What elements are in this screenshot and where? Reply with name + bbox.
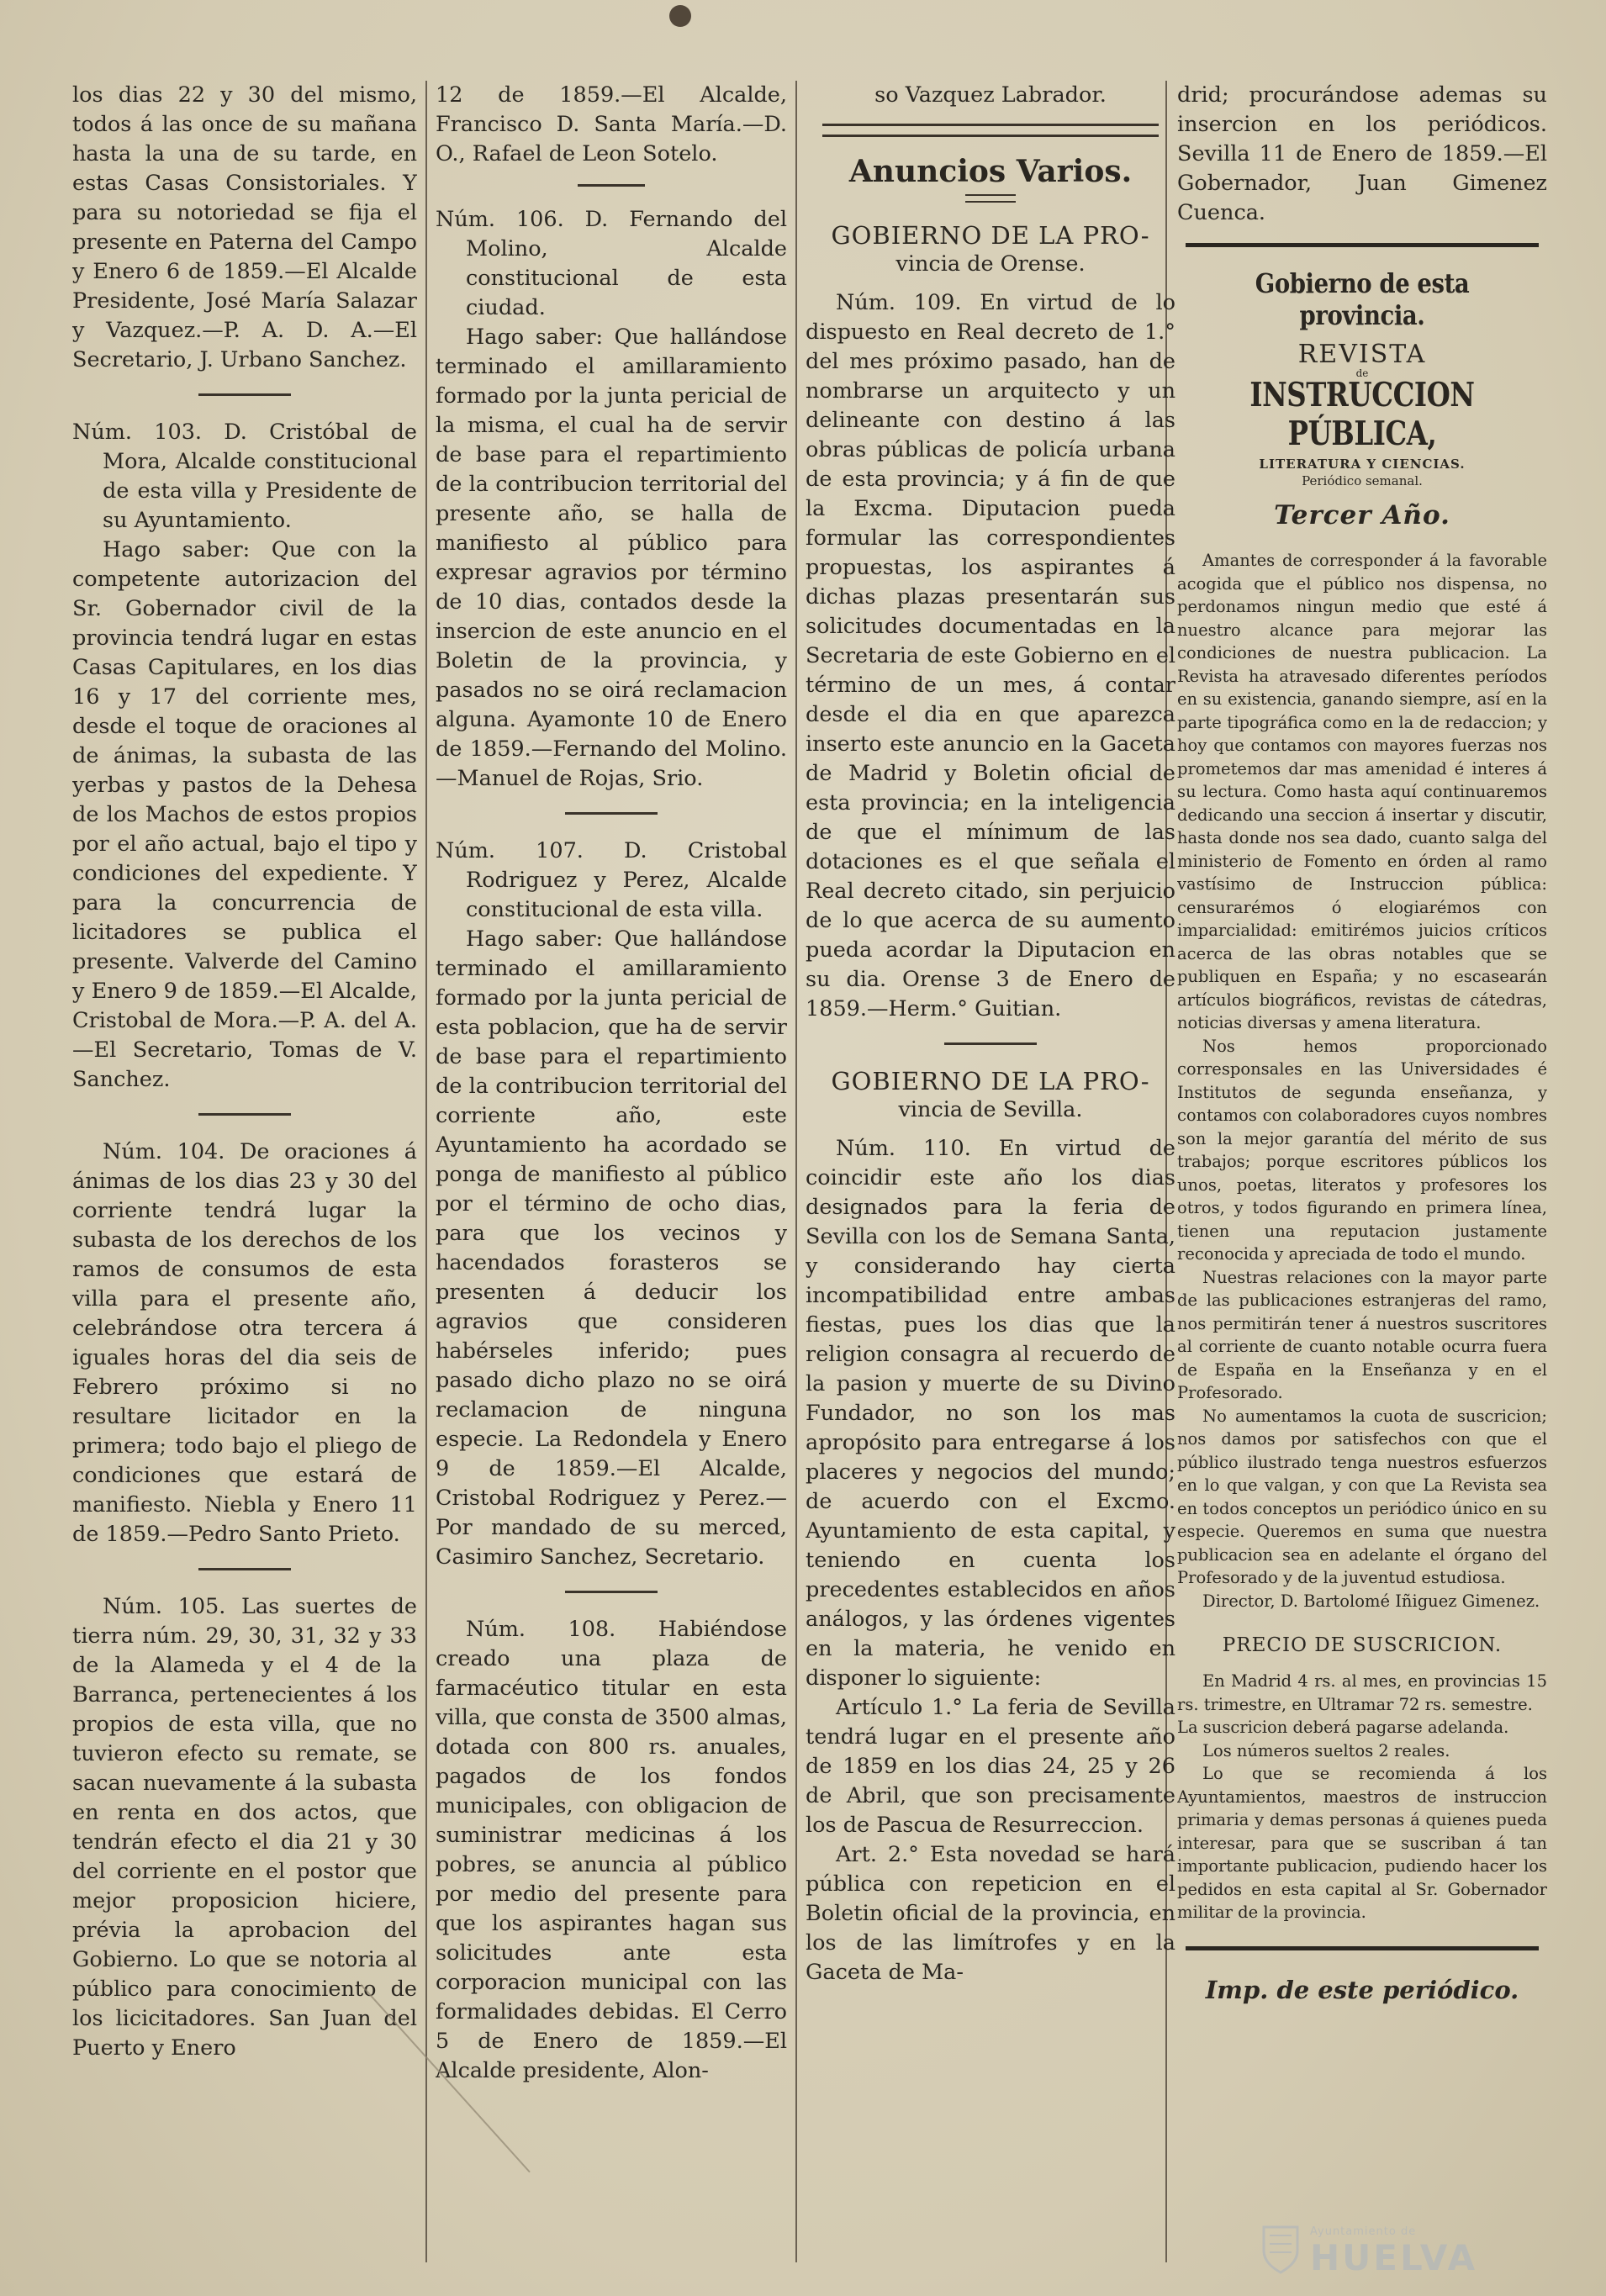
precio-line: En Madrid 4 rs. al mes, en provincias 15 rs. trimestre, en Ultramar 72 rs. semestre.: [1177, 1671, 1547, 1714]
notice-109: Núm. 109. En virtud de lo dispuesto en Real decreto de 1.° del mes próximo pasado, han de nombrarse un arquitecto y un delineante con destino á las obras públicas de policía urbana de esta provincia; y á fin de que la Excma. Diputacion pueda formular las correspondientes propuestas, los aspirantes á dichas plazas presentarán sus solicitudes documentadas en la Secretaria de este Gobierno en el término de un mes, á contar desde el dia en que aparezca inserto este anuncio en la Gaceta de Madrid y Boletin oficial de esta provincia; en la inteligencia de que el mínimum de las dotaciones es el que señala el Real decreto citado, sin perjuicio de lo que acerca de su aumento pueda acordar la Diputacion en su dia. Orense 3 de Enero de 1859.—Herm.° Guitian.: [806, 290, 1175, 1021]
column-rule: [795, 81, 797, 2262]
separator: [565, 1591, 658, 1593]
article-1: Artículo 1.° La feria de Sevilla tendrá lugar en el presente año de 1859 en los dias 24, 25 y 26 de Abril, que son precisamente los de Pascua de Resurreccion.: [806, 1695, 1175, 1838]
archive-watermark: [1261, 2220, 1539, 2279]
notice-102-end: los dias 22 y 30 del mismo, todos á las once de su mañana hasta la una de su tarde, en estas Casas Consistoriales. Y para su notoriedad se fija el presente en Paterna del Campo y Enero 6 de 1859.—El Alcalde Presidente, José María Salazar y Vazquez.—P. A. D. A.—El Secretario, J. Urbano Sanchez.: [72, 82, 417, 372]
notice-103-body: Hago saber: Que con la competente autorizacion del Sr. Gobernador civil de la provincia tendrá lugar en estas Casas Capitulares, en los dias 16 y 17 del corriente mes, desde el toque de oraciones al de ánimas, la subasta de las yerbas y pastos de la Dehesa de los Machos de estos propios por el año actual, bajo el tipo y condiciones del expediente. Y para la concurrencia de licitadores se publica el presente. Valverde del Camino y Enero 9 de 1859.—El Alcalde, Cristobal de Mora.—P. A. del A.—El Secretario, Tomas de V. Sanchez.: [72, 537, 417, 1092]
notice-105: Núm. 105. Las suertes de tierra núm. 29, 30, 31, 32 y 33 de la Alameda y el 4 de la Barranca, pertenecientes á los propios de esta villa, que no tuvieron efecto su remate, se sacan nuevamente á la subasta en renta en dos actos, que tendrán efecto el dia 21 y 30 del corriente en el postor que mejor proposicion hiciere, prévia la aprobacion del Gobierno. Lo que se notoria al público para conocimiento de los licicitadores. San Juan del Puerto y Enero: [72, 1594, 417, 2061]
article-2-end: drid; procurándose ademas su insercion en los periódicos. Sevilla 11 de Enero de 1859.—El Gobernador, Juan Gimenez Cuenca.: [1177, 82, 1547, 225]
gov-orense-title: GOBIERNO DE LA PRO-: [831, 221, 1150, 250]
gov-province-title: Gobierno de esta provincia.: [1255, 267, 1470, 331]
precio-line: Los números sueltos 2 reales.: [1202, 1740, 1450, 1760]
section-title: Anuncios Varios.: [848, 154, 1133, 189]
gov-sevilla-title: GOBIERNO DE LA PRO-: [831, 1067, 1150, 1095]
title-ornament: [965, 194, 1016, 203]
notice-108: Núm. 108. Habiéndose creado una plaza de farmacéutico titular en esta villa, que consta de 3500 almas, dotada con 800 rs. anuales, pagados de los fondos municipales, con obligacion de suministrar medicinas á los pobres, se anuncia al público por medio del presente para que los aspirantes hagan sus solicitudes ante esta corporacion municipal con las formalidades debidas. El Cerro 5 de Enero de 1859.—El Alcalde presidente, Alon-: [436, 1617, 787, 2083]
ink-blot: [669, 5, 691, 27]
revista-paragraph: No aumentamos la cuota de suscricion; nos damos por satisfechos con que el público ilustrado tenga nuestros esfuerzos en lo que valgan, y con que La Revista sea en todos conceptos un periódico único en su especie. Queremos en suma que nuestra publicacion sea en adelante el órgano del Profesorado y de la juventud estudiosa.: [1177, 1406, 1547, 1587]
revista-de: de: [1355, 367, 1369, 379]
notice-107-body: Hago saber: Que hallándose terminado el amillaramiento formado por la junta pericial de esta poblacion, que ha de servir de base para el repartimiento de la contribucion territorial del corriente año, este Ayuntamiento ha acordado se ponga de manifiesto al público por el término de ocho dias, para que los vecinos y hacendados forasteros se presenten á deducir los agravios que consideren habérseles inferido; pues pasado dicho plazo no se oirá reclamacion de ninguna especie. La Redondela y Enero 9 de 1859.—El Alcalde, Cristobal Rodriguez y Perez.—Por mandado de su merced, Casimiro Sanchez, Secretario.: [436, 926, 787, 1570]
separator: [578, 184, 645, 187]
separator: [198, 1568, 291, 1570]
watermark-line-2: HUELVA: [1310, 2237, 1478, 2278]
revista-body: [1177, 549, 1547, 1924]
double-rule: [822, 124, 1159, 137]
column-1: [72, 81, 417, 2262]
precio-title: PRECIO DE SUSCRICION.: [1222, 1634, 1503, 1656]
revista-paragraph: Nuestras relaciones con la mayor parte de las publicaciones estranjeras del ramo, nos permitirán tener á nuestros suscritores al corriente de cuanto notable ocurra fuera de España en la Enseñanza y en el Profesorado.: [1177, 1267, 1547, 1402]
thick-rule: [1186, 1946, 1539, 1950]
gov-orense-subtitle: vincia de Orense.: [895, 251, 1086, 277]
article-2: Art. 2.° Esta novedad se hará pública con repeticion en el Boletin oficial de la provincia, en los de las limítrofes y en la Gaceta de Ma-: [806, 1842, 1175, 1985]
notice-110: Núm. 110. En virtud de coincidir este año los dias designados para la feria de Sevilla con los de Semana Santa, y considerando hay cierta incompatibilidad entre ambas fiestas, pues los dias que la religion consagra al recuerdo de la pasion y muerte de su Divino Fundador, no son los mas apropósito para entregarse á los placeres y negocios del mundo; de acuerdo con el Excmo. Ayuntamiento de esta capital, y teniendo en cuenta los precedentes establecidos en años análogos, y las órdenes vigentes en la materia, he venido en disponer lo siguiente:: [806, 1136, 1175, 1691]
thick-rule: [1186, 243, 1539, 247]
revista-paragraph: Nos hemos proporcionado corresponsales en las Universidades é Institutos de segunda enseñanza, y contamos con colaboradores cuyos nombres son la mejor garantía del mérito de sus trabajos; porque escritores públicos los unos, poetas, literatos y profesores los otros, y todos figurando en primera línea, tienen una reputacion justamente reconocida y apreciada de todo el mundo.: [1177, 1036, 1547, 1264]
shield-icon: [1261, 2224, 1300, 2274]
separator: [198, 393, 291, 396]
revista-subtitle: LITERATURA Y CIENCIAS.: [1259, 457, 1466, 472]
notice-104: Núm. 104. De oraciones á ánimas de los dias 23 y 30 del corriente tendrá lugar la subasta de los derechos de los ramos de consumos de esta villa para el presente año, celebrándose otra tercera á iguales horas del dia seis de Febrero próximo si no resultare licitador en la primera; todo bajo el pliego de condiciones que estará de manifiesto. Niebla y Enero 11 de 1859.—Pedro Santo Prieto.: [72, 1139, 417, 1547]
gov-sevilla-subtitle: vincia de Sevilla.: [898, 1097, 1083, 1122]
separator: [198, 1113, 291, 1116]
revista-director: Director, D. Bartolomé Iñiguez Gimenez.: [1202, 1591, 1540, 1611]
column-2: [436, 81, 787, 2262]
column-rule: [425, 81, 427, 2262]
revista-year: Tercer Año.: [1274, 500, 1450, 530]
revista-paragraph: Amantes de corresponder á la favorable acogida que el público nos dispensa, no perdonamos ningun medio que esté á nuestro alcance para mejorar las condiciones de nuestra publicacion. La Revista ha atravesado diferentes períodos en su existencia, ganando siempre, así en la parte tipográfica como en la de redaccion; y hoy que contamos con mayores fuerzas nos prometemos dar mas amenidad é interes á su lectura. Como hasta aquí continuaremos dedicando una seccion á insertar y discutir, hasta donde nos sea dado, cuanto salga del ministerio de Fomento en órden al ramo vastísimo de Instruccion pública: censurarémos ó elogiarémos con imparcialidad: emitirémos juicios críticos acerca de las obras notables que se publiquen en España; y no escasearán artículos biográficos, revistas de cátedras, noticias diversas y amena literatura.: [1177, 551, 1547, 1032]
notice-107-head: Núm. 107. D. Cristobal Rodriguez y Perez, Alcalde constitucional de esta villa.: [436, 838, 787, 922]
notice-105-end: 12 de 1859.—El Alcalde, Francisco D. Santa María.—D. O., Rafael de Leon Sotelo.: [436, 82, 787, 166]
notice-108-end: so Vazquez Labrador.: [874, 82, 1107, 108]
notice-106-head: Núm. 106. D. Fernando del Molino, Alcalde constitucional de esta ciudad.: [436, 207, 787, 320]
column-4: [1177, 81, 1547, 2262]
notice-106-body: Hago saber: Que hallándose terminado el amillaramiento formado por la junta pericial de la misma, el cual ha de servir de base para el repartimiento de la contribucion territorial del presente año, se halla de manifiesto al público para expresar agravios por término de 10 dias, contados desde la insercion de este anuncio en el Boletin de la provincia, y pasados no se oirá reclamacion alguna. Ayamonte 10 de Enero de 1859.—Fernando del Molino.—Manuel de Rojas, Srio.: [436, 325, 787, 791]
watermark-line-1: Ayuntamiento de: [1310, 2225, 1417, 2238]
imprint: Imp. de este periódico.: [1205, 1975, 1519, 2004]
revista-periodicity: Periódico semanal.: [1302, 473, 1423, 488]
precio-line: Lo que se recomienda á los Ayuntamientos, maestros de instruccion primaria y demas personas á quienes pueda interesar, para que se suscriban á tan importante publicacion, pudiendo hacer los pedidos en esta capital al Sr. Gobernador militar de la provincia.: [1177, 1764, 1547, 1922]
separator: [944, 1042, 1037, 1045]
revista-title: REVISTA: [1297, 340, 1427, 369]
notice-103-head: Núm. 103. D. Cristóbal de Mora, Alcalde constitucional de esta villa y Presidente de su Ayuntamiento.: [72, 420, 417, 533]
revista-main-title: INSTRUCCION PÚBLICA,: [1249, 376, 1475, 453]
column-3: [806, 81, 1175, 2262]
precio-line: La suscricion deberá pagarse adelanda.: [1177, 1718, 1509, 1737]
separator: [565, 812, 658, 815]
